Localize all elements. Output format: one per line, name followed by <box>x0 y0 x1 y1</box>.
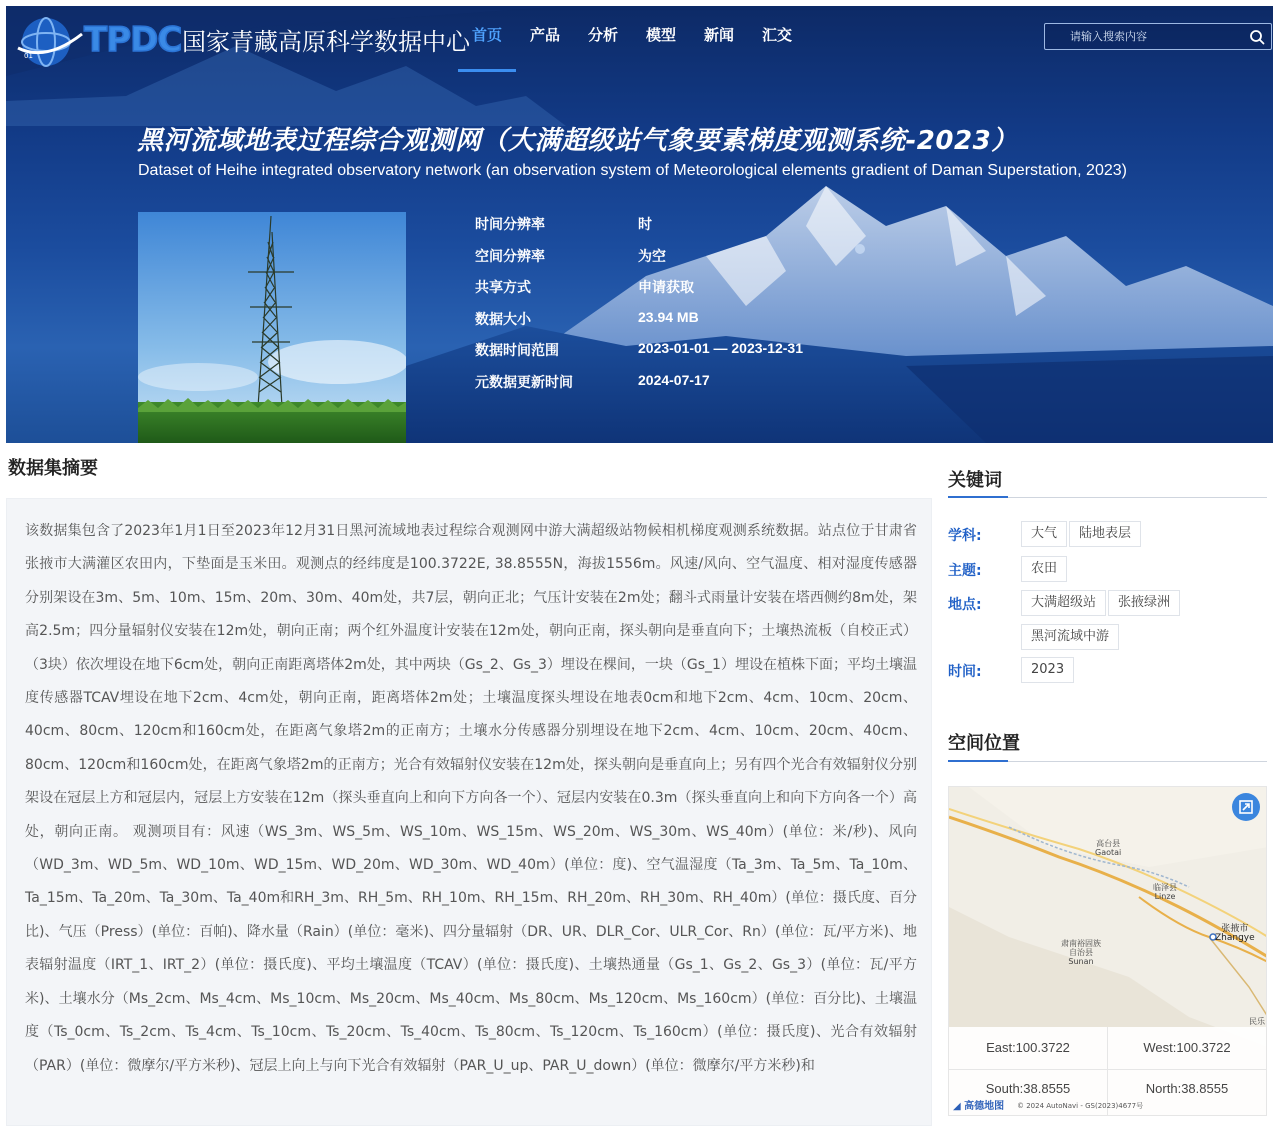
dataset-title-en: Dataset of Heihe integrated observatory network (an observation system of Meteorological elements gradient of Daman Superstation, 2023) <box>138 162 1127 179</box>
map-label-linze: 临泽县 Linze <box>1153 883 1177 901</box>
meta-label: 空间分辨率 <box>475 248 545 265</box>
keyword-category-label: 时间: <box>948 664 982 680</box>
meta-value: 时 <box>638 216 652 232</box>
map-expand-button[interactable] <box>1232 793 1260 821</box>
meta-value: 23.94 MB <box>638 308 699 325</box>
search-icon[interactable] <box>1249 29 1265 45</box>
main-nav <box>458 6 806 72</box>
globe-logo-icon <box>16 12 84 74</box>
keyword-tag[interactable]: 大满超级站 <box>1021 590 1106 616</box>
keywords-divider <box>948 497 1267 498</box>
meta-label: 时间分辨率 <box>475 217 545 233</box>
keyword-tag[interactable]: 2023 <box>1021 657 1074 683</box>
meta-label: 元数据更新时间 <box>475 374 573 391</box>
map-label-zhangye: 张掖市 Zhangye <box>1215 924 1255 943</box>
keyword-tags <box>1021 521 1267 555</box>
keyword-tags <box>1021 657 1267 691</box>
keyword-tag[interactable]: 农田 <box>1021 556 1067 582</box>
abstract-text: 该数据集包含了2023年1月1日至2023年12月31日黑河流域地表过程综合观测网中游大满超级站物候相机梯度观测系统数据。站点位于甘肃省张掖市大满灌区农田内，下垫面是玉米田。观测点的经纬度是100.3722E, 38.8555N，海拔1556m。风速/风向、空气温度、相对湿度传感器分别架设在3m、5m、10m、15m、20m、30m、40m处，共7层，朝向正北；气压计安装在2m处；翻斗式雨量计安装在塔西侧约8m处，架高2.5m；四分量辐射仪安装在12m处，朝向正南；两个红外温度计安装在12m处，朝向正南，探头朝向是垂直向下；土壤热流板（自校正式）（3块）依次埋设在地下6cm处，朝向正南距离塔体2m处，其中两块（Gs_2、Gs_3）埋设在棵间，一块（Gs_1）埋设在植株下面；平均土壤温度传感器TCAV埋设在地下2cm、4cm处，朝向正南，距离塔体2m处；土壤温度探头埋设在地表0cm和地下2cm、4cm、10cm、20cm、40cm、80cm、120cm和160cm处，在距离气象塔2m的正南方；土壤水分传感器分别埋设在地下2cm、4cm、10cm、20cm、40cm、80cm、120cm和160cm处，在距离气象塔2m的正南方；光合有效辐射仪安装在12m处，探头朝向是垂直向上；另有四个光合有效辐射仪分别架设在冠层上方和冠层内，冠层上方安装在12m（探头垂直向上和向下方向各一个）、冠层内安装在0.3m（探头垂直向上和向下方向各一个）高处，朝向正南。 观测项目有：风速（WS_3m、WS_5m、WS_10m、WS_15m、WS_20m、WS_30m、WS_40m）(单位：米/秒)、风向（WD_3m、WD_5m、WD_10m、WD_15m、WD_20m、WD_30m、WD_40m）(单位：度)、空气温湿度（Ta_3m、Ta_5m、Ta_10m、Ta_15m、Ta_20m、Ta_30m、Ta_40m和RH_3m、RH_5m、RH_10m、RH_15m、RH_20m、RH_30m、RH_40m）(单位：摄氏度、百分比)、气压（Press）(单位：百帕)、降水量（Rain）(单位：毫米)、四分量辐射（DR、UR、DLR_Cor、ULR_Cor、Rn）(单位：瓦/平方米)、地表辐射温度（IRT_1、IRT_2）(单位：摄氏度)、平均土壤温度（TCAV）(单位：摄氏度)、土壤热通量（Gs_1、Gs_2、Gs_3）(单位：瓦/平方米)、土壤水分（Ms_2cm、Ms_4cm、Ms_10cm、Ms_20cm、Ms_40cm、Ms_80cm、Ms_120cm、Ms_160cm）(单位：百分比)、土壤温度（Ts_0cm、Ts_2cm、Ts_4cm、Ts_10cm、Ts_20cm、Ts_40cm、Ts_80cm、Ts_120cm、Ts_160cm）(单位：摄氏度)、光合有效辐射（PAR）(单位：微摩尔/平方米秒)、冠层上向上与向下光合有效辐射（PAR_U_up、PAR_U_down）(单位：微摩尔/平方米秒)和 <box>25 523 917 1074</box>
svg-text:01: 01 <box>24 52 33 60</box>
coord-south: South:38.8555 <box>985 1081 1071 1096</box>
meta-value: 为空 <box>638 247 666 264</box>
meta-label: 数据大小 <box>475 311 531 328</box>
map-copyright: © 2024 AutoNavi - GS(2023)4677号 <box>1017 1102 1144 1110</box>
spatial-divider <box>948 761 1267 762</box>
nav-item-3[interactable]: 模型 <box>645 26 676 44</box>
keyword-category-label: 主题: <box>948 563 982 579</box>
meta-value: 2024-07-17 <box>638 371 710 388</box>
nav-item-1[interactable]: 产品 <box>529 26 560 44</box>
nav-item-2[interactable]: 分析 <box>587 26 618 44</box>
keyword-category-label: 地点: <box>948 597 982 613</box>
coord-divider-horizontal <box>949 1069 1267 1070</box>
keyword-tag[interactable]: 黑河流域中游 <box>1021 624 1119 650</box>
map-label-gaotai: 高台县 Gaotai <box>1095 839 1122 857</box>
coord-north: North:38.8555 <box>1145 1081 1229 1096</box>
nav-item-0[interactable]: 首页 <box>458 6 516 72</box>
search-input[interactable] <box>1045 24 1241 49</box>
coord-west: West:100.3722 <box>1143 1040 1231 1055</box>
keyword-category-label: 学科: <box>948 528 982 544</box>
search-box <box>1044 23 1272 50</box>
dataset-thumbnail <box>138 212 406 443</box>
meta-value: 申请获取 <box>638 279 694 296</box>
map-brand-logo[interactable]: ◢ 高德地图 <box>953 1101 1005 1112</box>
keyword-tag[interactable]: 张掖绿洲 <box>1108 590 1180 616</box>
keyword-tags <box>1021 590 1267 658</box>
meta-label: 共享方式 <box>475 280 531 297</box>
location-map[interactable] <box>948 786 1267 1116</box>
meta-label: 数据时间范围 <box>475 343 559 360</box>
logo-wordmark: TPDC <box>84 20 182 60</box>
keyword-tag[interactable]: 陆地表层 <box>1069 521 1141 547</box>
coord-east: East:100.3722 <box>986 1040 1070 1055</box>
keywords-heading: 关键词 <box>948 470 1002 491</box>
hero-banner <box>6 6 1273 443</box>
tower-photo <box>138 212 406 443</box>
nav-item-4[interactable]: 新闻 <box>703 26 734 44</box>
map-label-minle: 民乐 <box>1249 1017 1265 1026</box>
meta-value: 2023-01-01 — 2023-12-31 <box>638 340 804 357</box>
nav-item-5[interactable]: 汇交 <box>761 26 792 44</box>
abstract-panel <box>6 498 932 1126</box>
abstract-heading: 数据集摘要 <box>8 458 98 479</box>
keyword-tag[interactable]: 大气 <box>1021 521 1067 547</box>
dataset-title-cn: 黑河流域地表过程综合观测网（大满超级站气象要素梯度观测系统-2023） <box>137 126 1018 156</box>
map-label-sunan: 肃南裕固族 自治县 Sunan <box>1061 939 1101 966</box>
keyword-tags <box>1021 556 1267 590</box>
site-header <box>6 6 1273 72</box>
spatial-heading: 空间位置 <box>948 733 1020 754</box>
expand-icon <box>1232 793 1260 821</box>
site-logo[interactable] <box>16 12 191 74</box>
site-name: 国家青藏高原科学数据中心 <box>182 28 470 56</box>
